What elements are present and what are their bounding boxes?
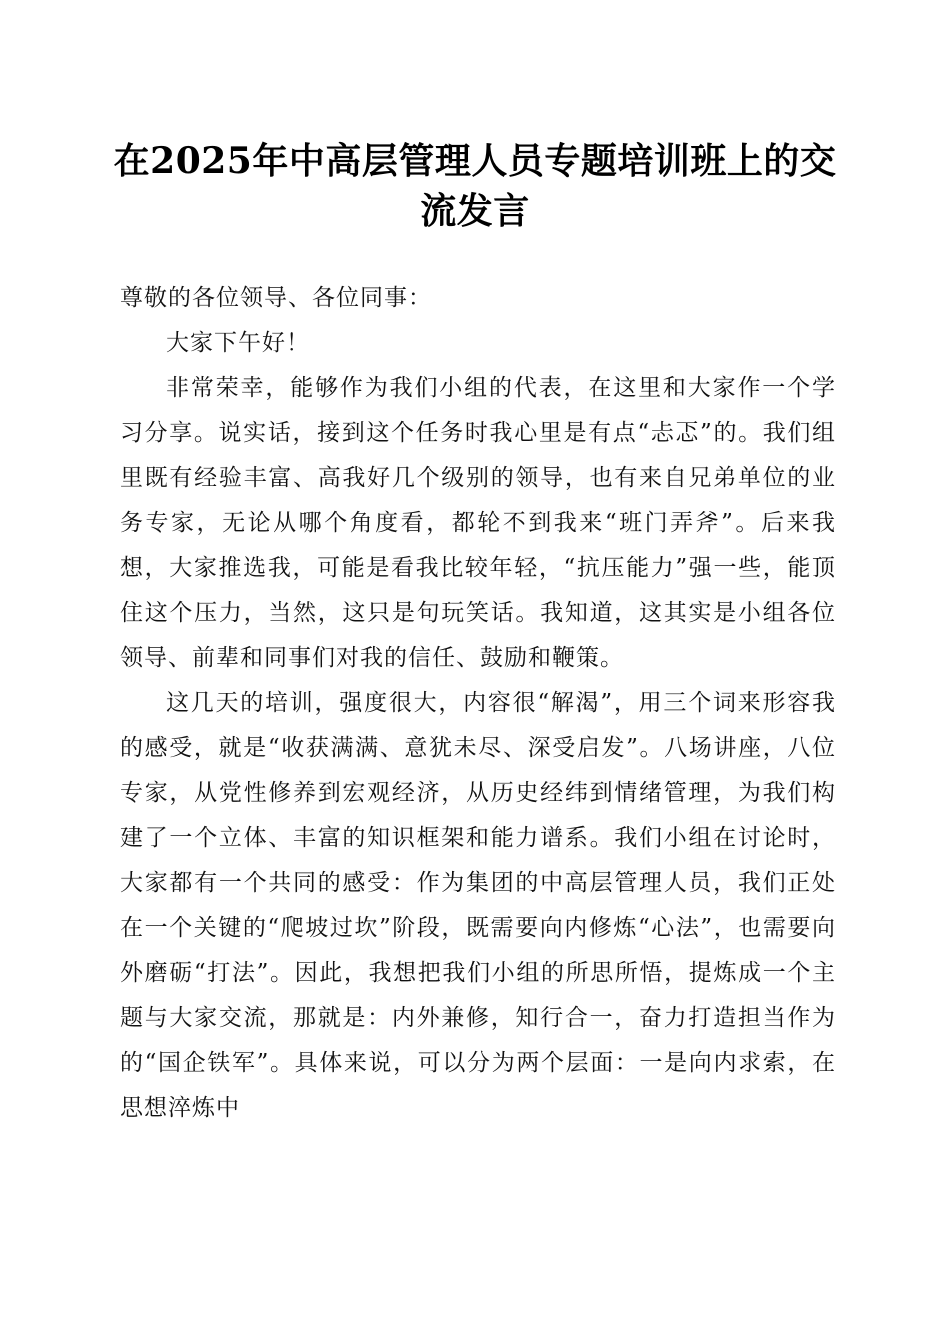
body-paragraph-2: 这几天的培训，强度很大，内容很“解渴”，用三个词来形容我的感受，就是“收获满满、意犹未尽、深受启发”。八场讲座，八位专家，从党性修养到宏观经济，从历史经纬到情绪管理，为我们构建了一个立体、丰富的知识框架和能力谱系。我们小组在讨论时，大家都有一个共同的感受：作为集团的中高层管理人员，我们正处在一个关键的“爬坡过坎”阶段，既需要向内修炼“心法”，也需要向外磨砺“打法”。因此，我想把我们小组的所思所悟，提炼成一个主题与大家交流，那就是：内外兼修，知行合一，奋力打造担当作为的“国企铁军”。具体来说，可以分为两个层面：一是向内求索，在思想淬炼中 <box>120 690 836 1121</box>
body-paragraph-1: 非常荣幸，能够作为我们小组的代表，在这里和大家作一个学习分享。说实话，接到这个任务时我心里是有点“忐忑”的。我们组里既有经验丰富、高我好几个级别的领导，也有来自兄弟单位的业务专家，无论从哪个角度看，都轮不到我来“班门弄斧”。后来我想，大家推选我，可能是看我比较年轻，“抗压能力”强一些，能顶住这个压力，当然，这只是句玩笑话。我知道，这其实是小组各位领导、前辈和同事们对我的信任、鼓励和鞭策。 <box>120 375 836 671</box>
document-body <box>120 276 836 1131</box>
document-title: 在2025年中高层管理人员专题培训班上的交流发言 <box>113 140 837 232</box>
salutation: 尊敬的各位领导、各位同事： <box>120 285 432 311</box>
greeting-paragraph: 大家下午好！ <box>166 330 310 356</box>
